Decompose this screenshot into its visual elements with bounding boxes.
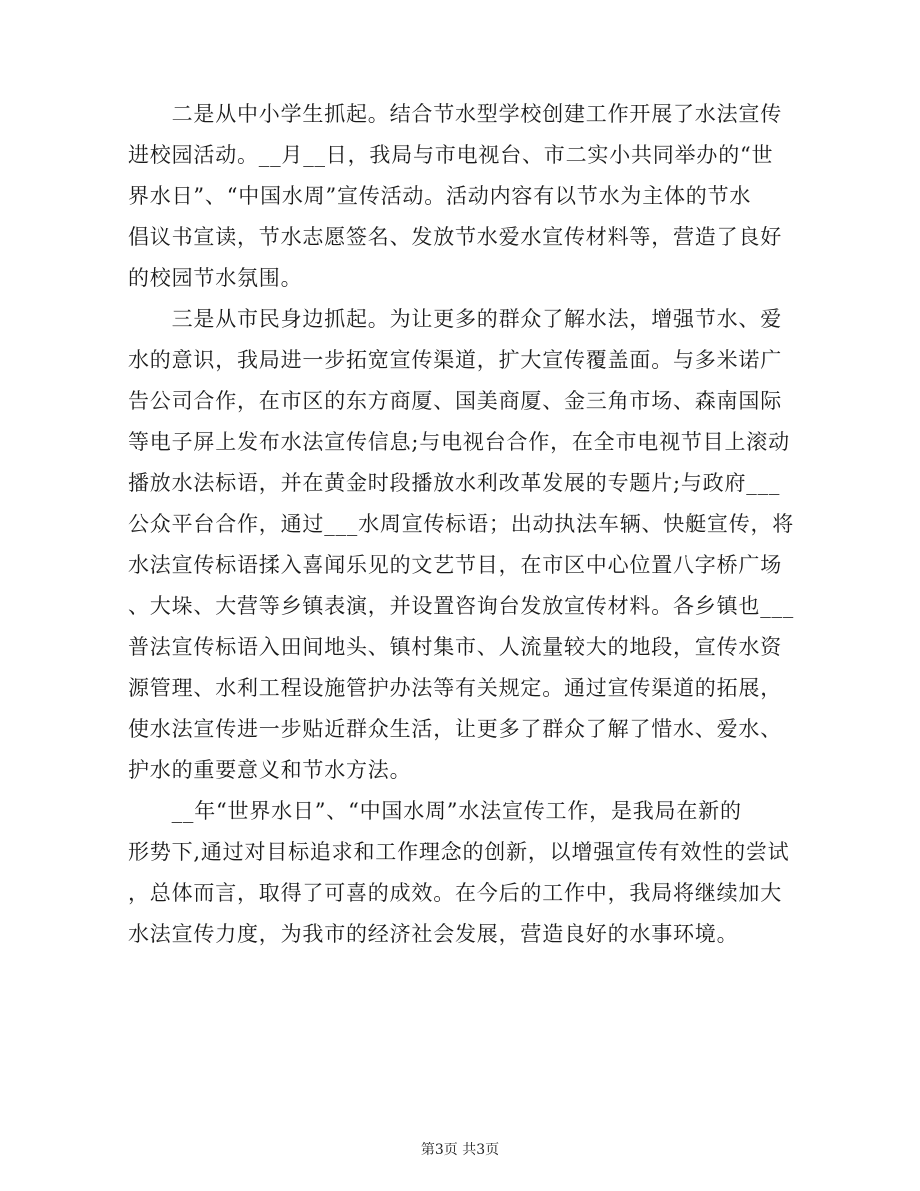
text-line: 的校园节水氛围。 xyxy=(128,266,303,290)
text-line: 二是从中小学生抓起。结合节水型学校创建工作开展了水法宣传 xyxy=(128,102,782,126)
page-number: 第3页 共3页 xyxy=(420,1142,500,1158)
document-body xyxy=(128,102,795,965)
text-line: 倡议书宣读，节水志愿签名、发放节水爱水宣传材料等，营造了良好 xyxy=(128,225,782,249)
text-line: __年“世界水日”、“中国水周”水法宣传工作，是我局在新的 xyxy=(128,799,742,823)
text-line: 水法宣传标语揉入喜闻乐见的文艺节目，在市区中心位置八字桥广场 xyxy=(128,553,782,577)
text-line: 护水的重要意义和节水方法。 xyxy=(128,758,412,782)
text-line: 告公司合作，在市区的东方商厦、国美商厦、金三角市场、森南国际 xyxy=(128,389,782,413)
text-line: 等电子屏上发布水法宣传信息;与电视台合作，在全市电视节目上滚动 xyxy=(128,430,790,454)
text-line: 使水法宣传进一步贴近群众生活，让更多了群众了解了惜水、爱水、 xyxy=(128,717,782,741)
text-line: 形势下,通过对目标追求和工作理念的创新，以增强宣传有效性的尝试 xyxy=(128,840,790,864)
text-line: 界水日”、“中国水周”宣传活动。活动内容有以节水为主体的节水 xyxy=(128,184,752,208)
text-line: 、大垛、大营等乡镇表演，并设置咨询台发放宣传材料。各乡镇也___ xyxy=(128,594,795,618)
text-line: 源管理、水利工程设施管护办法等有关规定。通过宣传渠道的拓展， xyxy=(128,676,782,700)
text-line: 三是从市民身边抓起。为让更多的群众了解水法，增强节水、爱 xyxy=(128,307,782,331)
text-line: ，总体而言，取得了可喜的成效。在今后的工作中，我局将继续加大 xyxy=(128,881,782,905)
text-line: 进校园活动。__月__日，我局与市电视台、市二实小共同举办的“世 xyxy=(128,143,774,167)
text-line: 水的意识，我局进一步拓宽宣传渠道，扩大宣传覆盖面。与多米诺广 xyxy=(128,348,782,372)
text-line: 公众平台合作，通过___水周宣传标语；出动执法车辆、快艇宣传，将 xyxy=(128,512,795,536)
text-line: 普法宣传标语入田间地头、镇村集市、人流量较大的地段，宣传水资 xyxy=(128,635,782,659)
text-line: 播放水法标语，并在黄金时段播放水利改革发展的专题片;与政府___ xyxy=(128,471,781,495)
text-line: 水法宣传力度，为我市的经济社会发展，营造良好的水事环境。 xyxy=(128,922,739,946)
